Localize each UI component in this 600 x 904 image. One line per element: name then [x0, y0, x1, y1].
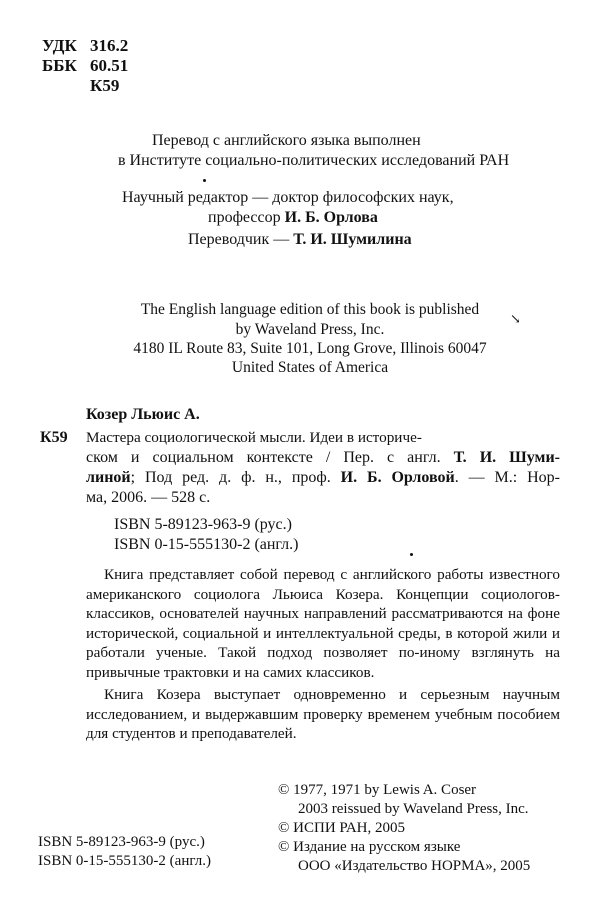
bib-mark: К59: [40, 429, 68, 446]
bib-title-line2: [86, 448, 560, 468]
print-speck: [410, 553, 413, 556]
footer-isbn-ru: ISBN 5-89123-963-9 (рус.): [38, 834, 205, 850]
bib-translator-name-end: линой: [86, 469, 131, 486]
english-edition-line4: United States of America: [231, 359, 389, 376]
footer-isbn-en: ISBN 0-15-555130-2 (англ.): [38, 853, 211, 869]
bib-title-line3-d: . — М.: Нор-: [454, 469, 560, 486]
bib-isbn-en: ISBN 0-15-555130-2 (англ.): [114, 536, 299, 553]
copyright-ispi: © ИСПИ РАН, 2005: [278, 820, 405, 836]
bib-title-line3: [86, 468, 560, 488]
bib-editor-name: И. Б. Орловой: [340, 469, 455, 486]
scientific-editor-line: Научный редактор — доктор философских наук,: [122, 189, 454, 206]
bib-title-line4: ма, 2006. — 528 с.: [86, 489, 211, 506]
bbk-line: [42, 56, 128, 76]
bib-isbn-ru: ISBN 5-89123-963-9 (рус.): [114, 516, 292, 533]
bib-title-line1: Мастера социологической мысли. Идеи в историче-: [86, 429, 422, 446]
copyright-waveland: © 1977, 1971 by Lewis A. Coser: [278, 782, 477, 798]
translation-note-line2: в Институте социально-политических исследований РАН: [118, 152, 510, 169]
udk-label: УДК: [42, 36, 77, 55]
english-edition-line1: The English language edition of this book is published: [140, 301, 480, 318]
author-mark-top: К59: [90, 76, 120, 95]
translator-name: Т. И. Шумилина: [293, 231, 412, 248]
annotation-para1: Книга представляет собой перевод с английского работы известного американского социолога Льюиса Козера. Концепции социологов-классиков, основателей научных направлений рассматриваются на фоне исторической, социальной и интеллектуальной среды, в которой жили и работали ученые. Такой подход позволяет по-иному взглянуть на привычные трактовки и на самих классиков.: [86, 566, 560, 681]
translator-prefix: Переводчик —: [188, 231, 290, 248]
udk-value: 316.2: [90, 36, 129, 55]
print-speck: [203, 179, 206, 182]
english-edition-line2: by Waveland Press, Inc.: [235, 321, 385, 338]
translation-note-line1: Перевод с английского языка выполнен: [152, 132, 421, 149]
bbk-label: ББК: [42, 56, 77, 75]
english-edition-line3: 4180 IL Route 83, Suite 101, Long Grove, Illinois 60047: [133, 340, 487, 357]
scientific-editor-title: профессор: [208, 209, 281, 226]
scientific-editor-name: И. Б. Орлова: [284, 209, 378, 226]
bib-translator-name: Т. И. Шуми-: [453, 449, 560, 466]
copyright-norma: ООО «Издательство НОРМА», 2005: [298, 858, 531, 874]
bib-author: Козер Льюис А.: [86, 406, 200, 423]
scientific-editor-name-line: [208, 208, 378, 228]
annotation-para2: Книга Козера выступает одновременно и серьезным научным исследованием, и выдержавшим проверку временем учебным пособием для студентов и преподавателей.: [86, 686, 560, 743]
bib-title-line3-b: ; Под ред. д. ф. н., проф.: [130, 469, 341, 486]
translator-line: [188, 230, 412, 250]
bib-title-line2-a: ском и социальном контексте / Пер. с англ.: [86, 449, 454, 466]
margin-mark: ↘: [510, 311, 521, 326]
bbk-value: 60.51: [90, 56, 129, 75]
copyright-waveland-reissue: 2003 reissued by Waveland Press, Inc.: [298, 801, 529, 817]
udk-line: [42, 36, 128, 56]
copyright-russian-edition: © Издание на русском языке: [278, 839, 461, 855]
